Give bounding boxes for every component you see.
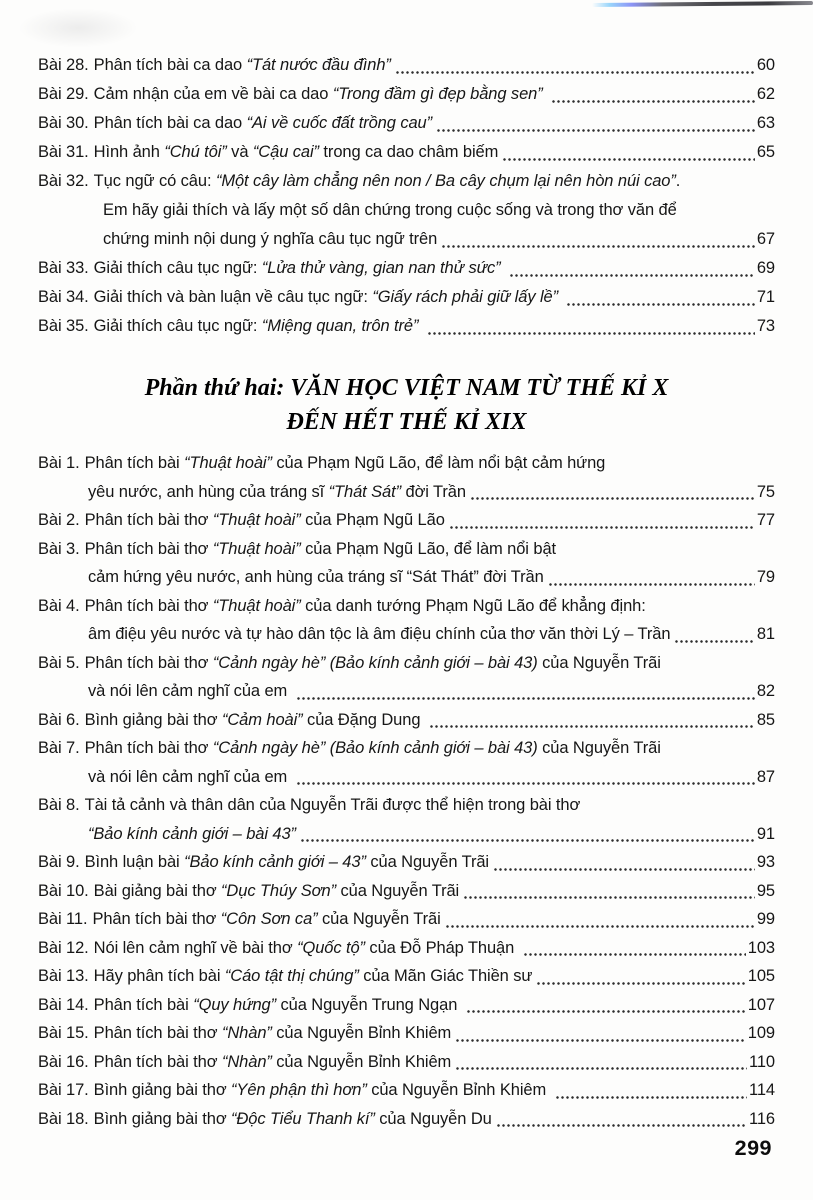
entry-page-number: 107 (747, 995, 775, 1014)
entry-title-text: của Phạm Ngũ Lão, để làm nổi bật cảm hứng (271, 454, 606, 472)
toc-entry-line (38, 563, 775, 592)
toc-entry-line (38, 820, 775, 849)
toc-entry-line (38, 934, 775, 963)
entry-title-text (543, 80, 547, 109)
dot-leader (296, 781, 755, 785)
toc-entry-line (38, 1019, 775, 1048)
entry-number: Bài 3. (38, 539, 80, 558)
entry-number: Bài 31. (38, 143, 89, 161)
entry-title-text: “Dục Thúy Sơn” (221, 881, 336, 900)
entry-title-text: Hãy phân tích bài (93, 967, 225, 985)
entry-page-number: 67 (756, 230, 775, 248)
toc-entry-line (38, 196, 775, 225)
toc-entry (38, 506, 775, 535)
entry-title-text: Phân tích bài (84, 454, 185, 472)
entry-title-text: (Bảo kính cảnh giới – bài 43) (329, 653, 538, 672)
entry-title-text: Giải thích và bàn luận về câu tục ngữ: (93, 288, 373, 306)
entry-page-number: 62 (756, 85, 775, 103)
dot-leader (502, 157, 755, 161)
toc-entry (38, 706, 775, 735)
toc-entry-line (38, 51, 775, 80)
scan-smudge-artifact (18, 8, 138, 48)
entry-title-text: Nói lên cảm nghĩ về bài thơ (93, 938, 298, 957)
entry-title-text: . (675, 172, 681, 190)
entry-number: Bài 32. (38, 172, 89, 190)
dot-leader (674, 639, 754, 643)
entry-page-number: 85 (756, 710, 775, 729)
page-number: 299 (734, 1136, 772, 1160)
entry-number: Bài 9. (38, 853, 80, 871)
toc-entry-line (38, 677, 775, 706)
toc-entry (38, 592, 775, 649)
entry-title-text: Phân tích bài (93, 995, 194, 1014)
toc-entry (38, 535, 775, 592)
entry-title-text: “Quy hứng” (193, 995, 277, 1014)
toc-entry (38, 167, 775, 254)
toc-entry-line (38, 877, 775, 906)
entry-title-text: “Bảo kính cảnh giới – bài 43” (88, 824, 296, 843)
entry-title-text: Phân tích bài thơ (93, 1052, 222, 1071)
toc-entry-line (38, 506, 775, 535)
dot-leader (455, 1038, 746, 1042)
entry-title-text: của danh tướng Phạm Ngũ Lão để khẳng định: (300, 596, 646, 615)
entry-page-number: 79 (756, 568, 775, 586)
entry-title-text: “Giấy rách phải giữ lấy lề” (372, 288, 558, 306)
entry-title-text: đời Trần (401, 482, 466, 501)
entry-page-number: 103 (747, 938, 775, 957)
dot-leader (536, 981, 745, 985)
entry-title-text: “Chú tôi” (164, 143, 227, 161)
entry-page-number: 77 (756, 511, 775, 529)
entry-title-text: của Nguyễn Bỉnh Khiêm (271, 1024, 452, 1042)
entry-title-text: “Độc Tiểu Thanh kí” (231, 1109, 375, 1128)
section-heading-line2: ĐẾN HẾT THẾ KỈ XIX (286, 409, 527, 435)
toc-entry-line (38, 283, 775, 312)
entry-title-text: của Nguyễn Trãi (537, 653, 661, 672)
entry-title-text: “Cậu cai” (252, 143, 319, 161)
entry-title-text: Phân tích bài ca dao (93, 56, 247, 74)
entry-title-text: của Đỗ Pháp Thuận (364, 938, 519, 957)
entry-title-text (558, 283, 562, 312)
entry-title-text: “Một cây làm chẳng nên non / Ba cây chụm lại nên hòn núi cao” (215, 172, 676, 190)
entry-number: Bài 29. (38, 85, 89, 103)
entry-title-text: Bình giảng bài thơ (84, 710, 222, 729)
entry-number: Bài 11. (38, 910, 88, 928)
entry-title-text: yêu nước, anh hùng của tráng sĩ (88, 482, 329, 501)
dot-leader (395, 70, 755, 74)
dot-leader (300, 838, 755, 842)
entry-title-text (418, 312, 422, 341)
dot-leader (548, 582, 755, 586)
dot-leader (470, 496, 755, 500)
toc-entry-line (38, 991, 775, 1020)
entry-page-number: 69 (756, 259, 775, 277)
entry-title-text: của Phạm Ngũ Lão, để làm nổi bật (300, 539, 556, 558)
toc-entry (38, 649, 775, 706)
entry-title-text: của Nguyễn Trãi (317, 910, 441, 928)
dot-leader (296, 696, 755, 700)
entry-page-number: 93 (756, 853, 775, 871)
section-heading (38, 371, 775, 439)
entry-title-text: “Bảo kính cảnh giới – 43” (184, 853, 366, 871)
entry-title-text: Phân tích bài thơ (84, 596, 213, 615)
toc-entry-line (38, 592, 775, 621)
entry-number: Bài 7. (38, 739, 80, 757)
entry-title-text: “Yên phận thì hơn” (231, 1081, 367, 1099)
toc-section-folk-literature (38, 51, 775, 341)
toc-entry-line (38, 449, 775, 478)
entry-title-text: “Thuật hoài” (212, 596, 301, 615)
entry-title-text: “Cảnh ngày hè” (212, 739, 326, 757)
entry-title-text: của Nguyễn Trãi (365, 853, 489, 871)
entry-title-text: “Ai về cuốc đất trồng cau” (246, 114, 433, 132)
entry-number: Bài 30. (38, 114, 89, 132)
entry-page-number: 71 (756, 288, 775, 306)
entry-title-text: và nói lên cảm nghĩ của em (88, 682, 292, 700)
entry-number: Bài 4. (38, 596, 80, 615)
entry-number: Bài 12. (38, 938, 89, 957)
dot-leader (523, 952, 746, 956)
entry-page-number: 87 (756, 767, 775, 786)
entry-title-text: trong ca dao châm biếm (318, 143, 499, 161)
toc-entry-line (38, 620, 775, 649)
entry-title-text: và (226, 143, 253, 161)
dot-leader (429, 724, 755, 728)
entry-title-text: “Cảm hoài” (221, 710, 303, 729)
dot-leader (551, 99, 755, 103)
entry-title-text: “Thuật hoài” (184, 454, 272, 472)
toc-entry-line (38, 254, 775, 283)
toc-entry (38, 791, 775, 848)
entry-title-text: Phân tích bài thơ (84, 653, 213, 672)
toc-entry-line (38, 312, 775, 341)
entry-title-text: Bài giảng bài thơ (93, 881, 222, 900)
toc-entry-line (38, 734, 775, 763)
entry-title-text: “Cảnh ngày hè” (212, 653, 326, 672)
entry-title-text: Giải thích câu tục ngữ: (93, 317, 262, 335)
toc-entry-line (38, 478, 775, 507)
entry-title-text: “Thuật hoài” (212, 511, 301, 529)
entry-page-number: 105 (747, 967, 775, 985)
entry-title-text: và nói lên cảm nghĩ của em (88, 767, 292, 786)
entry-title-text: “Cáo tật thị chúng” (224, 967, 359, 985)
entry-title-text: Cảm nhận của em về bài ca dao (93, 85, 333, 103)
entry-title-text: Bình giảng bài thơ (93, 1109, 232, 1128)
entry-title-text: chứng minh nội dung ý nghĩa câu tục ngữ trên (103, 230, 438, 248)
toc-section-medieval-literature (38, 449, 775, 1133)
toc-entry (38, 1048, 775, 1077)
entry-page-number: 63 (756, 114, 775, 132)
entry-page-number: 114 (748, 1081, 775, 1099)
entry-title-text: của Đặng Dung (302, 710, 425, 729)
dot-leader (555, 1095, 747, 1099)
toc-entry-line (38, 80, 775, 109)
entry-number: Bài 10. (38, 881, 89, 900)
entry-page-number: 73 (756, 317, 775, 335)
entry-page-number: 95 (756, 881, 775, 900)
toc-entry (38, 51, 775, 80)
entry-title-text: “Quốc tộ” (297, 938, 365, 957)
dot-leader (427, 331, 755, 335)
entry-title-text: (Bảo kính cảnh giới – bài 43) (329, 739, 538, 757)
toc-entry-line (38, 763, 775, 792)
entry-number: Bài 35. (38, 317, 89, 335)
toc-entry (38, 449, 775, 506)
entry-title-text: Phân tích bài ca dao (93, 114, 247, 132)
entry-number: Bài 34. (38, 288, 89, 306)
entry-title-text: của Nguyễn Trãi (537, 739, 661, 757)
entry-page-number: 116 (748, 1109, 775, 1128)
entry-number: Bài 8. (38, 796, 80, 814)
toc-entry (38, 1019, 775, 1048)
entry-title-text: “Nhàn” (221, 1024, 272, 1042)
toc-entry (38, 1076, 775, 1105)
toc-entry (38, 734, 775, 791)
entry-title-text: Bình giảng bài thơ (93, 1081, 232, 1099)
toc-entry-line (38, 167, 775, 196)
entry-number: Bài 16. (38, 1052, 89, 1071)
entry-number: Bài 17. (38, 1081, 89, 1099)
entry-page-number: 99 (756, 910, 775, 928)
entry-title-text: Phân tích bài thơ (84, 739, 213, 757)
toc-entry (38, 848, 775, 877)
entry-title-text: của Phạm Ngũ Lão (300, 511, 445, 529)
entry-page-number: 110 (748, 1052, 775, 1071)
entry-title-text: “Thát Sát” (328, 482, 402, 501)
entry-title-text: Giải thích câu tục ngữ: (93, 259, 262, 277)
toc-entry (38, 934, 775, 963)
toc-entry (38, 991, 775, 1020)
entry-title-text: Hình ảnh (93, 143, 165, 161)
toc-entry-line (38, 225, 775, 254)
section-heading-line1: Phần thứ hai: VĂN HỌC VIỆT NAM TỪ THẾ KỈ X (144, 375, 669, 401)
entry-number: Bài 18. (38, 1109, 89, 1128)
toc-entry-line (38, 1105, 775, 1134)
entry-title-text: của Mãn Giác Thiền sư (358, 967, 533, 985)
dot-leader (509, 273, 755, 277)
entry-title-text: “Miệng quan, trôn trẻ” (261, 317, 419, 335)
toc-entry (38, 877, 775, 906)
toc-entry-line (38, 138, 775, 167)
dot-leader (566, 302, 754, 306)
entry-number: Bài 15. (38, 1024, 89, 1042)
entry-title-text: “Thuật hoài” (212, 539, 301, 558)
entry-title-text: Phân tích bài thơ (92, 910, 221, 928)
entry-number: Bài 33. (38, 259, 89, 277)
toc-entry (38, 138, 775, 167)
toc-entry (38, 905, 775, 934)
entry-number: Bài 5. (38, 653, 80, 672)
entry-page-number: 75 (756, 482, 775, 501)
entry-page-number: 91 (756, 824, 775, 843)
toc-entry-line (38, 848, 775, 877)
toc-entry (38, 109, 775, 138)
entry-number: Bài 2. (38, 511, 80, 529)
entry-title-text: Tài tả cảnh và thân dân của Nguyễn Trãi được thể hiện trong bài thơ (84, 796, 581, 814)
toc-entry (38, 283, 775, 312)
entry-title-text: “Côn Sơn ca” (220, 910, 318, 928)
entry-number: Bài 6. (38, 710, 80, 729)
toc-entry-line (38, 1048, 775, 1077)
entry-title-text: Phân tích bài thơ (84, 539, 213, 558)
dot-leader (455, 1066, 747, 1070)
entry-title-text (501, 254, 505, 283)
toc-entry (38, 254, 775, 283)
entry-number: Bài 14. (38, 995, 89, 1014)
toc-entry-line (38, 791, 775, 820)
entry-page-number: 60 (756, 56, 775, 74)
entry-title-text: “Lửa thử vàng, gian nan thử sức” (261, 259, 501, 277)
toc-entry-line (38, 1076, 775, 1105)
toc-entry-line (38, 905, 775, 934)
entry-title-text: Phân tích bài thơ (93, 1024, 222, 1042)
dot-leader (466, 1009, 746, 1013)
entry-title-text: của Nguyễn Bỉnh Khiêm (366, 1081, 551, 1099)
entry-title-text: Bình luận bài (84, 853, 185, 871)
toc-entry-line (38, 962, 775, 991)
dot-leader (445, 924, 755, 928)
dot-leader (496, 1123, 747, 1127)
dot-leader (441, 244, 755, 248)
toc-entry-line (38, 535, 775, 564)
entry-title-text: của Nguyễn Trung Ngạn (276, 995, 462, 1014)
entry-title-text: Em hãy giải thích và lấy một số dân chứng trong cuộc sống và trong thơ văn để (103, 201, 677, 219)
entry-page-number: 81 (756, 625, 775, 643)
scan-edge-artifact (592, 1, 813, 7)
entry-title-text: “Nhàn” (221, 1052, 272, 1071)
toc-entry (38, 962, 775, 991)
entry-title-text: Tục ngữ có câu: (93, 172, 216, 190)
entry-number: Bài 13. (38, 967, 89, 985)
toc-entry (38, 312, 775, 341)
toc-entry-line (38, 649, 775, 678)
entry-title-text: “Tát nước đầu đình” (246, 56, 391, 74)
entry-title-text: âm điệu yêu nước và tự hào dân tộc là âm điệu chính của thơ văn thời Lý – Trần (88, 625, 671, 643)
dot-leader (449, 525, 755, 529)
toc-entry-line (38, 706, 775, 735)
entry-page-number: 65 (756, 143, 775, 161)
table-of-contents (38, 51, 775, 1133)
entry-title-text: cảm hứng yêu nước, anh hùng của tráng sĩ “Sát Thát” đời Trần (88, 568, 544, 586)
dot-leader (493, 867, 755, 871)
entry-title-text: “Trong đầm gì đẹp bằng sen” (332, 85, 543, 103)
toc-entry (38, 1105, 775, 1134)
toc-entry (38, 80, 775, 109)
entry-number: Bài 1. (38, 454, 80, 472)
entry-number: Bài 28. (38, 56, 89, 74)
entry-title-text: Phân tích bài thơ (84, 511, 213, 529)
entry-page-number: 109 (747, 1024, 775, 1042)
dot-leader (436, 128, 755, 132)
entry-page-number: 82 (756, 682, 775, 700)
entry-title-text: của Nguyễn Trãi (335, 881, 460, 900)
entry-title-text: của Nguyễn Du (374, 1109, 492, 1128)
dot-leader (463, 895, 755, 899)
entry-title-text: của Nguyễn Bỉnh Khiêm (271, 1052, 452, 1071)
toc-entry-line (38, 109, 775, 138)
